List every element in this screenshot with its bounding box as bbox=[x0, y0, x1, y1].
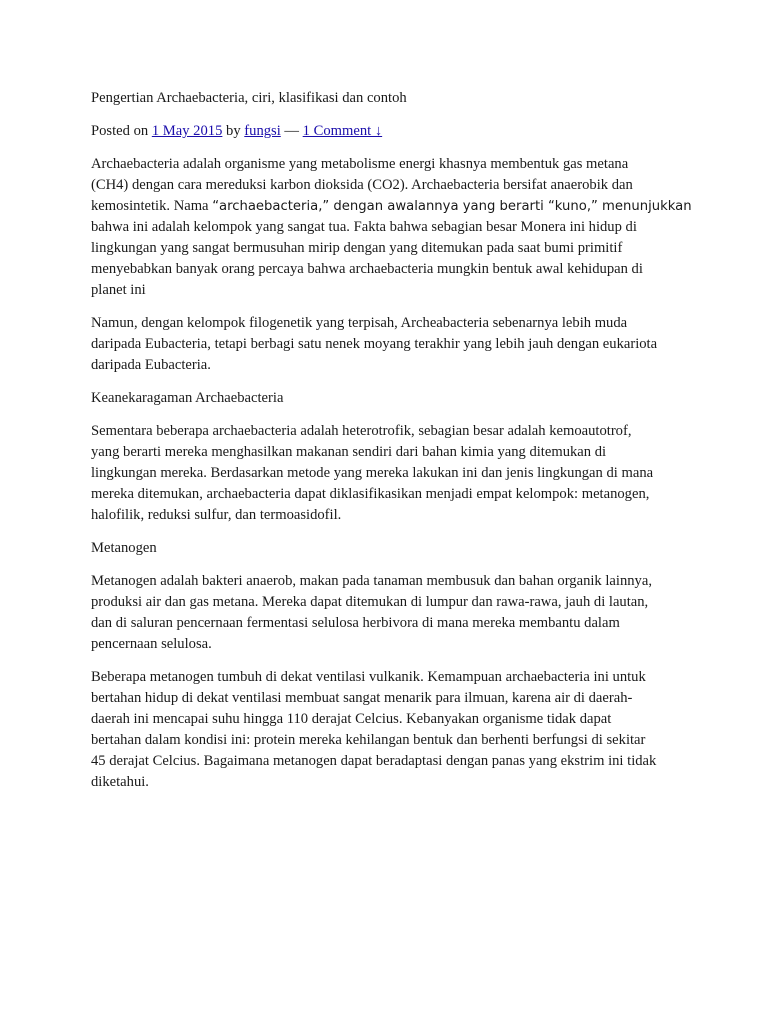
posted-on-label: Posted on bbox=[91, 123, 149, 139]
text-line: planet ini bbox=[91, 282, 146, 298]
text-line: Archaebacteria adalah organisme yang metabolisme energi khasnya membentuk gas metana bbox=[91, 156, 629, 172]
paragraph-methanogen bbox=[91, 571, 691, 655]
text-line bbox=[91, 196, 691, 217]
paragraph-diversity bbox=[91, 421, 691, 526]
text-line: Beberapa metanogen tumbuh di dekat ventilasi vulkanik. Kemampuan archaebacteria ini untuk bbox=[91, 669, 646, 685]
paragraph-phylogeny bbox=[91, 313, 691, 376]
text-line: diketahui. bbox=[91, 774, 149, 790]
text-segment: “archaebacteria,” dengan awalannya yang berarti “kuno,” menunjukkan bbox=[212, 199, 692, 214]
section-heading-metanogen: Metanogen bbox=[91, 540, 157, 556]
text-line: bertahan dalam kondisi ini: protein mereka kehilangan bentuk dan berhenti berfungsi di sekitar bbox=[91, 732, 646, 748]
text-line: halofilik, reduksi sulfur, dan termoasidofil. bbox=[91, 507, 342, 523]
text-line: (CH4) dengan cara mereduksi karbon dioksida (CO2). Archaebacteria bersifat anaerobik dan bbox=[91, 177, 633, 193]
text-line: daerah ini mencapai suhu hingga 110 derajat Celcius. Kebanyakan organisme tidak dapat bbox=[91, 711, 612, 727]
text-line: Metanogen adalah bakteri anaerob, makan pada tanaman membusuk dan bahan organik lainnya, bbox=[91, 573, 652, 589]
text-line: produksi air dan gas metana. Mereka dapat ditemukan di lumpur dan rawa-rawa, jauh di lautan, bbox=[91, 594, 649, 610]
paragraph-intro bbox=[91, 154, 691, 301]
author-link[interactable]: fungsi bbox=[244, 123, 281, 139]
article-title: Pengertian Archaebacteria, ciri, klasifikasi dan contoh bbox=[91, 90, 407, 106]
text-line: daripada Eubacteria, tetapi berbagi satu nenek moyang terakhir yang lebih jauh dengan eukariota bbox=[91, 336, 658, 352]
text-line: dan di saluran pencernaan fermentasi selulosa herbivora di mana mereka membantu dalam bbox=[91, 615, 620, 631]
meta-dash: — bbox=[284, 123, 300, 139]
text-line: pencernaan selulosa. bbox=[91, 636, 212, 652]
comments-link[interactable]: 1 Comment ↓ bbox=[302, 123, 383, 139]
text-line: lingkungan yang sangat bermusuhan mirip dengan yang ditemukan pada saat bumi primitif bbox=[91, 240, 623, 256]
paragraph-volcanic-vents bbox=[91, 667, 691, 793]
text-line: menyebabkan banyak orang percaya bahwa archaebacteria mungkin bentuk awal kehidupan di bbox=[91, 261, 643, 277]
text-line: bahwa ini adalah kelompok yang sangat tua. Fakta bahwa sebagian besar Monera ini hidup di bbox=[91, 219, 637, 235]
text-line: mereka ditemukan, archaebacteria dapat diklasifikasikan menjadi empat kelompok: metanogen, bbox=[91, 486, 650, 502]
text-line: Sementara beberapa archaebacteria adalah heterotrofik, sebagian besar adalah kemoautotrof, bbox=[91, 423, 632, 439]
section-heading-keanekaragaman: Keanekaragaman Archaebacteria bbox=[91, 390, 284, 406]
by-label: by bbox=[226, 123, 241, 139]
article bbox=[91, 88, 691, 805]
text-line: yang berarti mereka menghasilkan makanan sendiri dari bahan kimia yang ditemukan di bbox=[91, 444, 607, 460]
text-line: Namun, dengan kelompok filogenetik yang terpisah, Archeabacteria sebenarnya lebih muda bbox=[91, 315, 628, 331]
post-meta bbox=[91, 121, 691, 142]
text-line: lingkungan mereka. Berdasarkan metode yang mereka lakukan ini dan jenis lingkungan di mana bbox=[91, 465, 654, 481]
text-line: bertahan hidup di dekat ventilasi membuat sangat menarik para ilmuan, karena air di daerah- bbox=[91, 690, 633, 706]
text-line: 45 derajat Celcius. Bagaimana metanogen dapat beradaptasi dengan panas yang ekstrim ini tidak bbox=[91, 753, 657, 769]
post-date-link[interactable]: 1 May 2015 bbox=[151, 123, 223, 139]
text-line: daripada Eubacteria. bbox=[91, 357, 211, 373]
text-segment: kemosintetik. Nama bbox=[91, 198, 213, 214]
